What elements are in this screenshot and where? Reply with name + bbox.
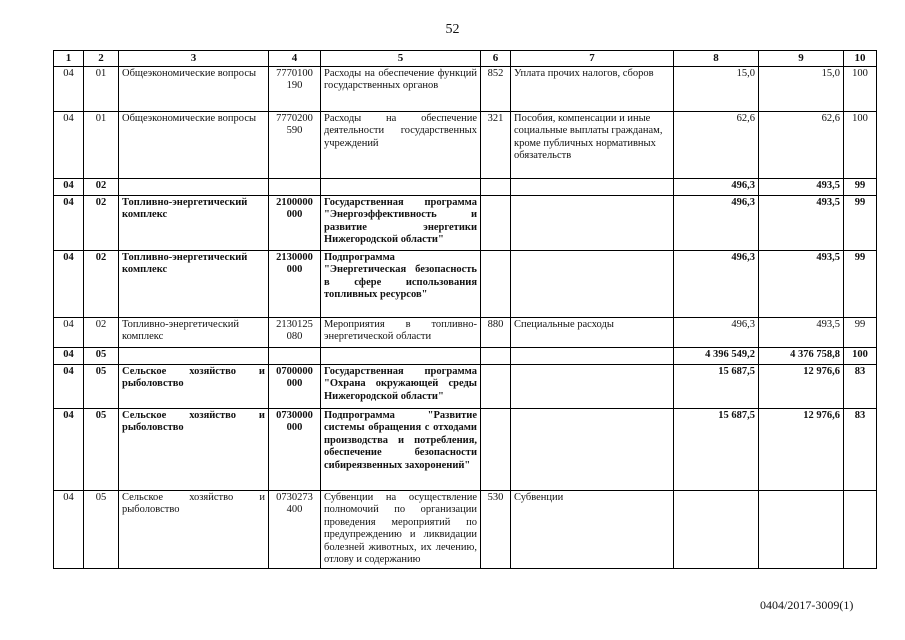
subsection-name: Общеэкономические вопросы xyxy=(119,111,269,178)
column-header: 3 xyxy=(119,51,269,67)
executed-amount xyxy=(759,490,844,568)
table-row xyxy=(54,66,877,111)
execution-percent: 100 xyxy=(844,111,877,178)
planned-amount: 15 687,5 xyxy=(674,364,759,408)
target-article-code: 2130125 080 xyxy=(269,317,321,347)
expense-type-code xyxy=(481,178,511,195)
executed-amount: 493,5 xyxy=(759,250,844,317)
table-header-row xyxy=(54,51,877,67)
subsection-name: Общеэкономические вопросы xyxy=(119,66,269,111)
section-code: 04 xyxy=(54,250,84,317)
document-code: 0404/2017-3009(1) xyxy=(760,598,854,612)
section-code: 04 xyxy=(54,490,84,568)
target-article-code: 7770200 590 xyxy=(269,111,321,178)
subsection-name xyxy=(119,347,269,364)
target-article-name xyxy=(321,178,481,195)
subsection-code: 01 xyxy=(84,111,119,178)
expense-type-name: Субвенции xyxy=(511,490,674,568)
expense-type-name xyxy=(511,347,674,364)
target-article-code: 2130000 000 xyxy=(269,250,321,317)
executed-amount: 15,0 xyxy=(759,66,844,111)
execution-percent: 99 xyxy=(844,195,877,250)
subsection-code: 05 xyxy=(84,364,119,408)
subsection-code: 02 xyxy=(84,250,119,317)
column-header: 2 xyxy=(84,51,119,67)
target-article-name: Подпрограмма "Энергетическая безопасность в сфере использования топливных ресурсов" xyxy=(321,250,481,317)
executed-amount: 493,5 xyxy=(759,178,844,195)
subsection-name: Топливно-энергетический комплекс xyxy=(119,250,269,317)
target-article-code: 0730273 400 xyxy=(269,490,321,568)
expense-type-code: 321 xyxy=(481,111,511,178)
planned-amount: 496,3 xyxy=(674,195,759,250)
subsection-name: Сельское хозяйство и рыболовство xyxy=(119,364,269,408)
section-code: 04 xyxy=(54,195,84,250)
planned-amount: 496,3 xyxy=(674,317,759,347)
target-article-name: Субвенции на осуществление полномочий по организации проведения мероприятий по предупреждению и ликвидации болезней животных, их лечению, отлову и содержанию xyxy=(321,490,481,568)
expense-type-code xyxy=(481,408,511,490)
executed-amount: 62,6 xyxy=(759,111,844,178)
column-header: 1 xyxy=(54,51,84,67)
section-code: 04 xyxy=(54,111,84,178)
column-header: 5 xyxy=(321,51,481,67)
table-row xyxy=(54,195,877,250)
expense-type-name xyxy=(511,195,674,250)
target-article-code xyxy=(269,347,321,364)
column-header: 4 xyxy=(269,51,321,67)
subsection-code: 02 xyxy=(84,195,119,250)
subsection-code: 02 xyxy=(84,178,119,195)
planned-amount: 496,3 xyxy=(674,250,759,317)
target-article-name: Расходы на обеспечение деятельности государственных учреждений xyxy=(321,111,481,178)
expense-type-name xyxy=(511,408,674,490)
target-article-code xyxy=(269,178,321,195)
target-article-name: Расходы на обеспечение функций государственных органов xyxy=(321,66,481,111)
section-code: 04 xyxy=(54,66,84,111)
execution-percent: 99 xyxy=(844,250,877,317)
table-row xyxy=(54,490,877,568)
expense-type-code xyxy=(481,364,511,408)
target-article-name: Мероприятия в топливно-энергетической области xyxy=(321,317,481,347)
execution-percent: 99 xyxy=(844,317,877,347)
target-article-name: Государственная программа "Охрана окружающей среды Нижегородской области" xyxy=(321,364,481,408)
planned-amount: 4 396 549,2 xyxy=(674,347,759,364)
subsection-code: 05 xyxy=(84,347,119,364)
page-number: 52 xyxy=(445,22,460,37)
subsection-code: 01 xyxy=(84,66,119,111)
column-header: 7 xyxy=(511,51,674,67)
target-article-code: 0730000 000 xyxy=(269,408,321,490)
expense-type-name: Уплата прочих налогов, сборов xyxy=(511,66,674,111)
expense-type-code xyxy=(481,347,511,364)
target-article-name: Государственная программа "Энергоэффективность и развитие энергетики Нижегородской области" xyxy=(321,195,481,250)
executed-amount: 4 376 758,8 xyxy=(759,347,844,364)
expense-type-name xyxy=(511,178,674,195)
executed-amount: 493,5 xyxy=(759,195,844,250)
table-row xyxy=(54,178,877,195)
column-header: 10 xyxy=(844,51,877,67)
table-row xyxy=(54,317,877,347)
execution-percent: 100 xyxy=(844,347,877,364)
executed-amount: 493,5 xyxy=(759,317,844,347)
expense-type-name xyxy=(511,250,674,317)
table-row xyxy=(54,364,877,408)
planned-amount xyxy=(674,490,759,568)
subsection-code: 05 xyxy=(84,408,119,490)
target-article-name xyxy=(321,347,481,364)
expense-type-code: 880 xyxy=(481,317,511,347)
expense-type-code xyxy=(481,195,511,250)
subsection-name: Сельское хозяйство и рыболовство xyxy=(119,408,269,490)
executed-amount: 12 976,6 xyxy=(759,408,844,490)
planned-amount: 62,6 xyxy=(674,111,759,178)
execution-percent: 99 xyxy=(844,178,877,195)
subsection-name: Сельское хозяйство и рыболовство xyxy=(119,490,269,568)
planned-amount: 496,3 xyxy=(674,178,759,195)
subsection-name xyxy=(119,178,269,195)
column-header: 8 xyxy=(674,51,759,67)
column-header: 6 xyxy=(481,51,511,67)
table-row xyxy=(54,347,877,364)
table-row xyxy=(54,250,877,317)
expense-type-code: 530 xyxy=(481,490,511,568)
expense-type-code: 852 xyxy=(481,66,511,111)
planned-amount: 15,0 xyxy=(674,66,759,111)
column-header: 9 xyxy=(759,51,844,67)
execution-percent: 83 xyxy=(844,408,877,490)
planned-amount: 15 687,5 xyxy=(674,408,759,490)
target-article-code: 0700000 000 xyxy=(269,364,321,408)
section-code: 04 xyxy=(54,408,84,490)
table-row xyxy=(54,111,877,178)
section-code: 04 xyxy=(54,178,84,195)
expense-type-name: Пособия, компенсации и иные социальные выплаты гражданам, кроме публичных нормативных обязательств xyxy=(511,111,674,178)
section-code: 04 xyxy=(54,347,84,364)
execution-percent: 83 xyxy=(844,364,877,408)
section-code: 04 xyxy=(54,364,84,408)
target-article-code: 2100000 000 xyxy=(269,195,321,250)
subsection-name: Топливно-энергетический комплекс xyxy=(119,195,269,250)
expense-type-code xyxy=(481,250,511,317)
expense-type-name: Специальные расходы xyxy=(511,317,674,347)
target-article-name: Подпрограмма "Развитие системы обращения с отходами производства и потребления, обеспечение безопасности сибиреязвенных захоронений" xyxy=(321,408,481,490)
budget-table xyxy=(53,50,877,569)
expense-type-name xyxy=(511,364,674,408)
subsection-code: 02 xyxy=(84,317,119,347)
section-code: 04 xyxy=(54,317,84,347)
execution-percent xyxy=(844,490,877,568)
subsection-name: Топливно-энергетический комплекс xyxy=(119,317,269,347)
target-article-code: 7770100 190 xyxy=(269,66,321,111)
table-row xyxy=(54,408,877,490)
subsection-code: 05 xyxy=(84,490,119,568)
execution-percent: 100 xyxy=(844,66,877,111)
executed-amount: 12 976,6 xyxy=(759,364,844,408)
